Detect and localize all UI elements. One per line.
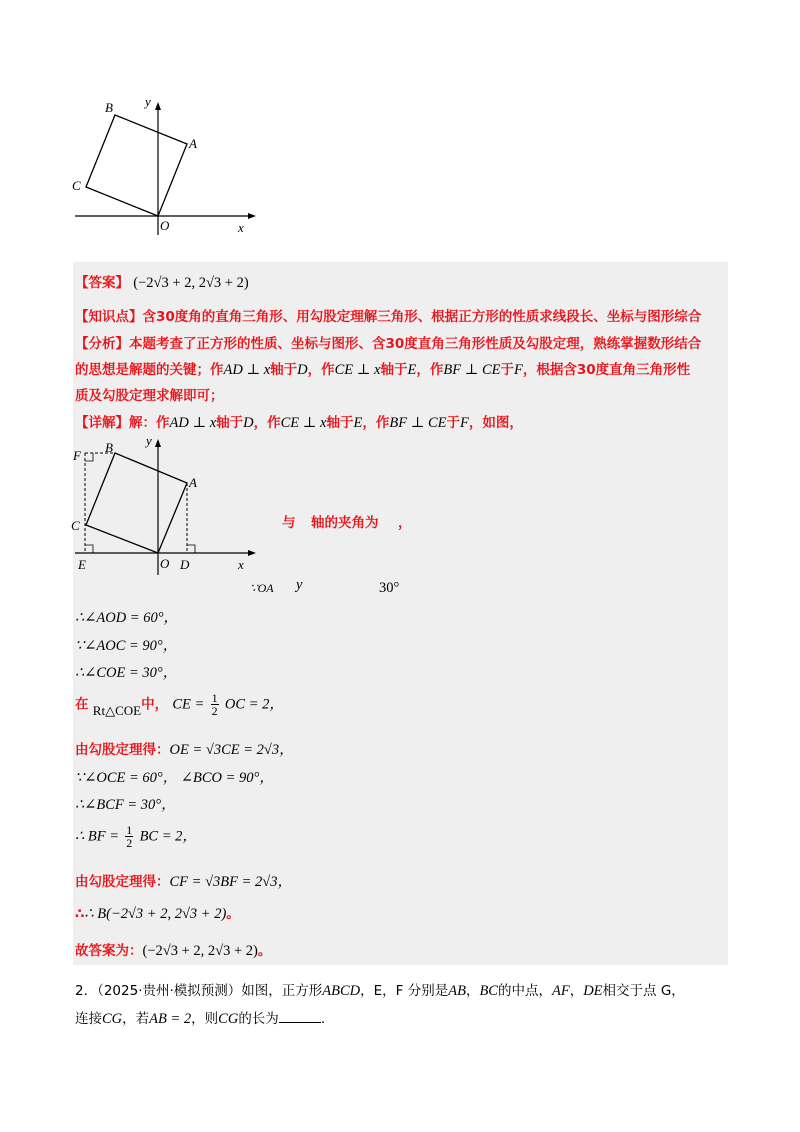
step-4-zhong: 中，: [141, 696, 169, 713]
analysis-text-2a: 的思想是解题的关键；作: [75, 362, 224, 378]
step-1-text: ∴∠AOD = 60°，: [75, 610, 179, 626]
step-3: [75, 661, 177, 682]
detail-text-d: 轴于: [326, 415, 354, 431]
square-abco: [86, 115, 187, 216]
side-note-yu-text: 与: [282, 515, 296, 531]
analysis-text-1: 本题考查了正方形的性质、坐标与图形、含30度直角三角形性质及勾股定理，熟练掌握数形结合: [129, 336, 702, 352]
label-a-2: A: [189, 475, 197, 490]
label-d-2: D: [180, 557, 190, 572]
q2-text-2a: 连接: [75, 1011, 102, 1027]
q2-math-cg2: CG: [218, 1011, 239, 1027]
analysis-math-e: E: [407, 362, 417, 378]
step-4-triangle: Rt△COE: [92, 702, 142, 718]
step-10-end: 。: [226, 906, 240, 922]
label-c: C: [72, 178, 81, 193]
detail-math-ce: CE ⊥ x: [280, 415, 327, 431]
step-1: [75, 606, 178, 627]
label-c-2: C: [71, 518, 80, 533]
side-note-angle: [379, 580, 399, 597]
step-8-bf: ∴ BF =: [75, 828, 119, 845]
detail-math-bf: BF ⊥ CE: [389, 415, 447, 431]
side-note-comma-text: ，: [398, 515, 412, 531]
analysis-math-d: D: [297, 362, 308, 378]
step-5: [75, 738, 294, 759]
side-note-yu: [282, 511, 296, 531]
step-4: [75, 692, 284, 717]
detail-text-f: 于: [446, 415, 460, 431]
figure-1-square-on-axes: [70, 90, 270, 240]
q2-math-bc: BC: [479, 983, 498, 999]
q2-math-de: DE: [583, 983, 603, 999]
analysis-text-2e: ，作: [416, 362, 444, 378]
detail-math-f: F: [460, 415, 469, 431]
analysis-text-2b: 轴于: [270, 362, 298, 378]
step-8-fraction: [125, 824, 133, 849]
q2-text-2d: 的长为: [238, 1011, 279, 1027]
detail-math-ad: AD ⊥ x: [169, 415, 217, 431]
step-4-num: 1: [211, 691, 218, 705]
side-note-y-text: y: [296, 577, 303, 593]
step-4-ce: CE =: [172, 696, 205, 713]
detail-text-b: 轴于: [216, 415, 244, 431]
label-b: B: [105, 100, 113, 115]
label-y-2: y: [146, 435, 152, 448]
label-x-2: x: [238, 557, 244, 572]
q2-math-ab2: AB = 2: [149, 1011, 192, 1027]
detail-text-g: ，如图，: [468, 415, 523, 431]
q2-text-e: ，: [569, 983, 584, 999]
answer-blank[interactable]: [279, 1010, 321, 1023]
q2-text-d: 的中点，: [497, 983, 552, 999]
q2-text-c: ，: [465, 983, 480, 999]
analysis-math-ad: AD ⊥ x: [223, 362, 271, 378]
side-note-angle-text: 30°: [379, 580, 400, 596]
step-8-den: 2: [126, 836, 133, 850]
step-6-text: ∵∠OCE = 60°， ∠BCO = 90°，: [75, 770, 274, 786]
step-5-text: 由勾股定理得：: [75, 742, 170, 758]
q2-text-2c: ，则: [191, 1011, 219, 1027]
analysis-math-f: F: [514, 362, 523, 378]
q2-text-b: ，E，F 分别是: [360, 983, 449, 999]
question-2-line-1: [75, 979, 685, 1000]
step-8-num: 1: [126, 823, 133, 837]
knowledge-line: [75, 305, 701, 325]
step-4-fraction: [211, 692, 219, 717]
side-note-y: [296, 577, 302, 594]
step-10-therefore: ∴: [75, 906, 85, 922]
knowledge-text: 含30度角的直角三角形、用勾股定理解三角形、根据正方形的性质求线段长、坐标与图形综合: [142, 309, 702, 325]
step-9-math: CF = √3BF = 2√3，: [169, 874, 292, 890]
step-4-den: 2: [211, 704, 218, 718]
q2-math-af: AF: [551, 983, 570, 999]
step-2: [75, 634, 177, 655]
detail-text-e: ，作: [362, 415, 390, 431]
q2-math-cg: CG: [102, 1011, 123, 1027]
side-note-axis-text: 轴的夹角为: [311, 515, 379, 531]
side-note-comma: [398, 511, 412, 531]
analysis-text-2f: 于: [500, 362, 514, 378]
analysis-text-2c: ，作: [307, 362, 335, 378]
side-note-oa: [250, 580, 274, 596]
detail-text-a: 解：作: [129, 415, 170, 431]
detail-math-e: E: [353, 415, 363, 431]
label-x: x: [238, 220, 244, 235]
label-o-2: O: [160, 556, 170, 571]
label-a: A: [189, 136, 197, 151]
label-f-2: F: [73, 448, 81, 463]
detail-intro-line: [75, 411, 523, 432]
step-9: [75, 870, 292, 891]
knowledge-tag: 【知识点】: [75, 309, 143, 325]
step-11-end: 。: [257, 943, 272, 959]
answer-tag: 【答案】: [75, 275, 129, 291]
answer-value: (−2√3 + 2, 2√3 + 2): [133, 275, 249, 291]
analysis-math-ce: CE ⊥ x: [334, 362, 381, 378]
step-11: [75, 939, 271, 960]
analysis-text-2d: 轴于: [380, 362, 408, 378]
step-7: [75, 793, 176, 814]
detail-math-d: D: [243, 415, 254, 431]
answer-line: [75, 271, 249, 292]
step-6: [75, 766, 274, 787]
step-8-rest: BC = 2，: [139, 828, 197, 845]
step-10-math: ∴ B(−2√3 + 2, 2√3 + 2): [84, 906, 227, 922]
step-2-text: ∵∠AOC = 90°，: [75, 638, 178, 654]
step-11-math: (−2√3 + 2, 2√3 + 2): [142, 943, 258, 959]
detail-tag: 【详解】: [75, 415, 129, 431]
q2-math-ab: AB: [448, 983, 466, 999]
q2-end: .: [320, 1011, 326, 1027]
step-3-text: ∴∠COE = 30°，: [75, 665, 178, 681]
q2-text-a: 2．（2025·贵州·模拟预测）如图，正方形: [75, 983, 323, 999]
figure-2-construction: [70, 435, 270, 585]
step-11-text: 故答案为：: [75, 943, 143, 959]
q2-math-abcd: ABCD: [322, 983, 361, 999]
analysis-text-2g: ，根据含30度直角三角形性: [522, 362, 691, 378]
detail-text-c: ，作: [253, 415, 281, 431]
label-o: O: [160, 218, 170, 233]
step-10: [75, 902, 240, 923]
analysis-line-1: [75, 332, 701, 352]
step-5-math: OE = √3CE = 2√3，: [169, 742, 294, 758]
label-e-2: E: [78, 557, 86, 572]
q2-text-f: 相交于点 G，: [602, 983, 685, 999]
side-note-oa-text: ∵OA: [250, 581, 274, 595]
question-2-line-2: [75, 1007, 325, 1028]
step-7-text: ∴∠BCF = 30°，: [75, 797, 176, 813]
step-4-zai: 在: [75, 696, 89, 713]
step-8: [75, 824, 197, 849]
step-9-text: 由勾股定理得：: [75, 874, 170, 890]
side-note-axis: [311, 511, 379, 531]
analysis-tag: 【分析】: [75, 336, 129, 352]
q2-text-2b: ，若: [122, 1011, 150, 1027]
label-y: y: [145, 94, 151, 109]
analysis-line-3: [75, 384, 224, 404]
square-abco-2: [86, 453, 187, 553]
analysis-text-3: 质及勾股定理求解即可；: [75, 388, 224, 404]
analysis-math-bf: BF ⊥ CE: [443, 362, 501, 378]
analysis-line-2: [75, 358, 690, 379]
label-b-2: B: [105, 440, 113, 455]
step-4-rest: OC = 2，: [224, 696, 284, 713]
